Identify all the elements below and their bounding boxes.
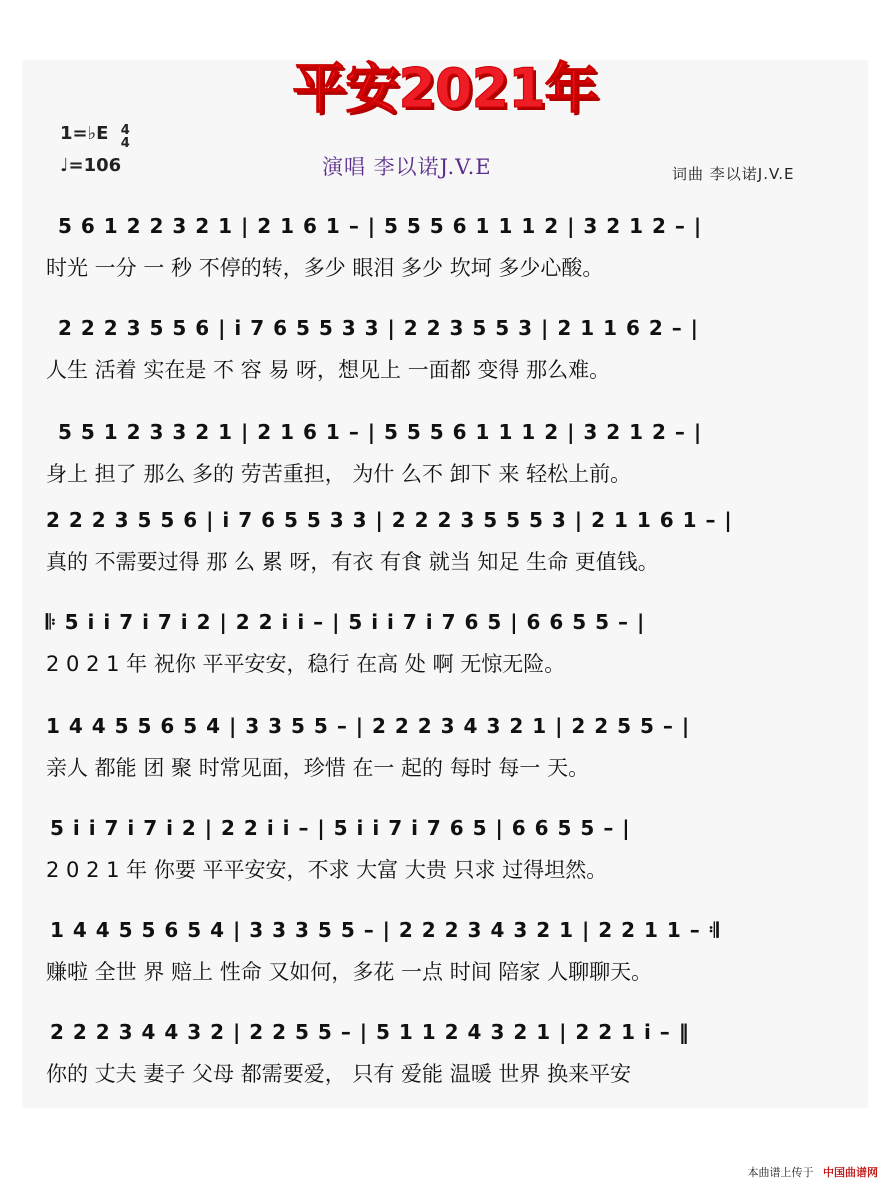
notation-text: 2 2 2 3 5 5 6 | i 7 6 5 5 3 3 | 2 2 3 5 5 3 | 2 1 1 6 2 – | xyxy=(58,316,699,340)
notation-text: 5 i i 7 i 7 i 2 | 2 2 i i – | 5 i i 7 i 7 6 5 | 6 6 5 5 – | xyxy=(50,816,631,840)
notation-text: 5 6 1 2 2 3 2 1 | 2 1 6 1 – | 5 5 5 6 1 1 1 2 | 3 2 1 2 – | xyxy=(58,214,703,238)
tempo-marking: ♩=106 xyxy=(60,155,122,176)
notation-text: 1 4 4 5 5 6 5 4 | 3 3 5 5 – | 2 2 2 3 4 3 2 1 | 2 2 5 5 – | xyxy=(46,714,691,738)
notation-line xyxy=(0,406,890,456)
notation-text: 𝄆 5 i i 7 i 7 i 2 | 2 2 i i – | 5 i i 7 i 7 6 5 | 6 6 5 5 – | xyxy=(46,610,646,634)
composer-credit: 词曲 李以诺J.V.E xyxy=(672,165,795,183)
site-logo[interactable]: 中国曲谱网 xyxy=(823,1166,878,1179)
notation-line xyxy=(0,494,890,544)
lyrics-line: 2 0 2 1 年 你要 平平安安，不求 大富 大贵 只求 过得坦然。 xyxy=(46,858,608,882)
notation-line xyxy=(0,302,890,352)
song-title: 平安2021年 xyxy=(292,57,598,120)
key-text: 1=♭E xyxy=(60,123,109,144)
notation-text: 2 2 2 3 5 5 6 | i 7 6 5 5 3 3 | 2 2 2 3 5 5 5 3 | 2 1 1 6 1 – | xyxy=(46,508,733,532)
upload-footer xyxy=(748,1164,879,1180)
lyrics-line: 身上 担了 那么 多的 劳苦重担， 为什 么不 卸下 来 轻松上前。 xyxy=(46,462,632,486)
lyrics-line: 你的 丈夫 妻子 父母 都需要爱， 只有 爱能 温暖 世界 换来平安 xyxy=(46,1062,632,1086)
notation-text: 1 4 4 5 5 6 5 4 | 3 3 3 5 5 – | 2 2 2 3 4 3 2 1 | 2 2 1 1 – 𝄇 xyxy=(50,918,720,942)
notation-line xyxy=(0,700,890,750)
lyrics-line: 亲人 都能 团 聚 时常见面，珍惜 在一 起的 每时 每一 天。 xyxy=(46,756,590,780)
key-signature xyxy=(60,124,130,150)
lyrics-line: 真的 不需要过得 那 么 累 呀，有衣 有食 就当 知足 生命 更值钱。 xyxy=(46,550,659,574)
lyrics-line: 赚啦 全世 界 赔上 性命 又如何，多花 一点 时间 陪家 人聊聊天。 xyxy=(46,960,653,984)
notation-line xyxy=(0,802,890,852)
time-signature: 4 4 xyxy=(120,123,130,151)
notation-line xyxy=(0,596,890,646)
notation-line xyxy=(0,200,890,250)
singer-credit: 演唱 李以诺J.V.E xyxy=(322,155,492,179)
notation-text: 5 5 1 2 3 3 2 1 | 2 1 6 1 – | 5 5 5 6 1 1 1 2 | 3 2 1 2 – | xyxy=(58,420,703,444)
lyrics-line: 人生 活着 实在是 不 容 易 呀，想见上 一面都 变得 那么难。 xyxy=(46,358,611,382)
lyrics-line: 时光 一分 一 秒 不停的转，多少 眼泪 多少 坎坷 多少心酸。 xyxy=(46,256,604,280)
notation-line xyxy=(0,904,890,954)
footer-text: 本曲谱上传于 xyxy=(747,1166,814,1179)
notation-text: 2 2 2 3 4 4 3 2 | 2 2 5 5 – | 5 1 1 2 4 3 2 1 | 2 2 1 i – ‖ xyxy=(50,1020,690,1044)
notation-line xyxy=(0,1006,890,1056)
lyrics-line: 2 0 2 1 年 祝你 平平安安，稳行 在高 处 啊 无惊无险。 xyxy=(46,652,566,676)
